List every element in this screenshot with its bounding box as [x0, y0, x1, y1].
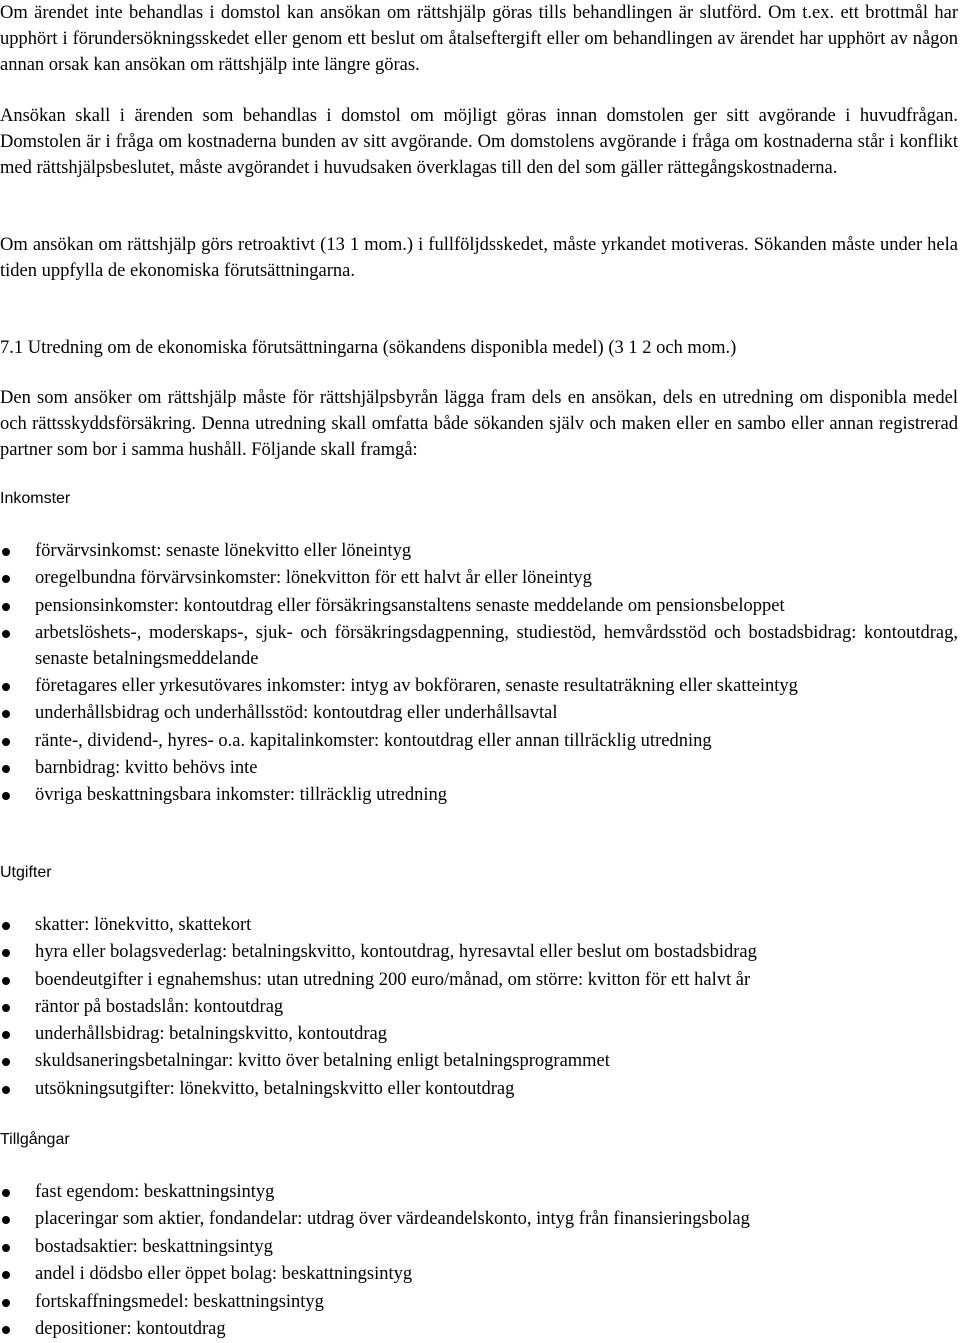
list-item [0, 912, 958, 938]
bullet-icon [2, 1326, 10, 1334]
bullet-icon [2, 1031, 10, 1039]
list-item [0, 1234, 958, 1260]
list-item [0, 1316, 958, 1342]
bullet-icon [2, 792, 10, 800]
list-item [0, 673, 958, 699]
list-item-text: ränte-, dividend-, hyres- o.a. kapitalinkomster: kontoutdrag eller annan tillräcklig utredning [35, 730, 712, 751]
bullet-icon [2, 683, 10, 691]
list-item-text: utsökningsutgifter: lönekvitto, betalningskvitto eller kontoutdrag [35, 1078, 515, 1099]
list-item [0, 1206, 958, 1232]
bullet-icon [2, 922, 10, 930]
bullet-icon [2, 738, 10, 746]
paragraph-application-requirements: Den som ansöker om rättshjälp måste för rättshjälpsbyrån lägga fram dels en ansökan, dels en utredning om disponibla medel och rättsskyddsförsäkring. Denna utredning skall omfatta både sökanden själv och maken eller en sambo eller annan registrerad partner som bor i samma hushåll. Följande skall framgå: [0, 388, 958, 460]
bullet-icon [2, 548, 10, 556]
list-item-text: hyra eller bolagsvederlag: betalningskvitto, kontoutdrag, hyresavtal eller beslut om bostadsbidrag [35, 942, 757, 963]
list-item-text: andel i dödsbo eller öppet bolag: beskattningsintyg [35, 1264, 413, 1285]
list-item-text: arbetslöshets-, moderskaps-, sjuk- och försäkringsdagpenning, studiestöd, hemvårdsstöd och bostadsbidrag: kontoutdrag, senaste betalningsmeddelande [35, 622, 958, 669]
list-item [0, 700, 958, 726]
list-tillgangar [0, 1179, 958, 1343]
list-utgifter [0, 912, 958, 1103]
list-item-text: räntor på bostadslån: kontoutdrag [35, 996, 284, 1017]
list-item-text: företagares eller yrkesutövares inkomster: intyg av bokföraren, senaste resultaträkning eller skatteintyg [35, 676, 798, 697]
bullet-icon [2, 765, 10, 773]
list-item [0, 994, 958, 1020]
list-item-text: skuldsaneringsbetalningar: kvitto över betalning enligt betalningsprogrammet [35, 1051, 610, 1072]
bullet-icon [2, 1058, 10, 1066]
bullet-icon [2, 977, 10, 985]
list-item [0, 565, 958, 591]
list-item [0, 538, 958, 564]
list-item [0, 755, 958, 781]
list-item-text: barnbidrag: kvitto behövs inte [35, 758, 258, 779]
paragraph-retroactive: Om ansökan om rättshjälp görs retroaktivt (13 1 mom.) i fullföljdsskedet, måste yrkandet motiveras. Sökanden måste under hela tiden uppfylla de ekonomiska förutsättningarna. [0, 235, 958, 281]
bullet-icon [2, 1299, 10, 1307]
list-item [0, 728, 958, 754]
bullet-icon [2, 1244, 10, 1252]
list-item-text: förvärvsinkomst: senaste lönekvitto eller löneintyg [35, 541, 412, 561]
list-item [0, 1261, 958, 1287]
list-item-text: fast egendom: beskattningsintyg [35, 1182, 275, 1202]
bullet-icon [2, 1086, 10, 1094]
list-item-text: underhållsbidrag och underhållsstöd: kontoutdrag eller underhållsavtal [35, 703, 558, 724]
list-item [0, 1289, 958, 1315]
bullet-icon [2, 603, 10, 611]
list-item-text: boendeutgifter i egnahemshus: utan utredning 200 euro/månad, om större: kvitton för ett halvt år [35, 969, 751, 990]
paragraph-court-application: Ansökan skall i ärenden som behandlas i domstol om möjligt göras innan domstolen ger sitt avgörande i huvudfrågan. Domstolen är i fråga om kostnaderna bunden av sitt avgörande. Om domstolens avgörande i fråga om kostnaderna står i konflikt med rättshjälpsbeslutet, måste avgörandet i huvudsaken överklagas till den del som gäller rättegångskostnaderna. [0, 106, 958, 178]
list-item-text: skatter: lönekvitto, skattekort [35, 915, 252, 935]
bullet-icon [2, 1004, 10, 1012]
bullet-icon [2, 710, 10, 718]
bullet-icon [2, 1189, 10, 1197]
list-item [0, 1076, 958, 1102]
list-item-text: oregelbundna förvärvsinkomster: lönekvitton för ett halvt år eller löneintyg [35, 568, 592, 589]
list-item [0, 593, 958, 619]
heading-inkomster: Inkomster [0, 490, 71, 507]
bullet-icon [2, 575, 10, 583]
paragraph-processing: Om ärendet inte behandlas i domstol kan ansökan om rättshjälp göras tills behandlingen är slutförd. Om t.ex. ett brottmål har upphört i förundersökningsskedet eller genom ett beslut om åtalseftergift eller om behandlingen av ärendet har upphört av någon annan orsak kan ansökan om rättshjälp inte längre göras. [0, 3, 958, 75]
list-item [0, 620, 958, 672]
section-heading-7-1: 7.1 Utredning om de ekonomiska förutsättningarna (sökandens disponibla medel) (3 1 2 och mom.) [0, 338, 737, 358]
bullet-icon [2, 630, 10, 638]
list-item-text: depositioner: kontoutdrag [35, 1318, 226, 1339]
bullet-icon [2, 949, 10, 957]
list-item [0, 1021, 958, 1047]
list-item-text: bostadsaktier: beskattningsintyg [35, 1236, 273, 1257]
list-item-text: pensionsinkomster: kontoutdrag eller försäkringsanstaltens senaste meddelande om pensionsbeloppet [35, 595, 785, 616]
list-item-text: fortskaffningsmedel: beskattningsintyg [35, 1291, 324, 1312]
list-item [0, 782, 958, 808]
list-item [0, 967, 958, 993]
list-item [0, 1048, 958, 1074]
list-item-text: underhållsbidrag: betalningskvitto, kontoutdrag [35, 1024, 387, 1045]
list-item [0, 1179, 958, 1205]
bullet-icon [2, 1271, 10, 1279]
list-item [0, 939, 958, 965]
bullet-icon [2, 1216, 10, 1224]
list-inkomster [0, 538, 958, 810]
list-item-text: placeringar som aktier, fondandelar: utdrag över värdeandelskonto, intyg från finansieringsbolag [35, 1209, 750, 1230]
list-item-text: övriga beskattningsbara inkomster: tillräcklig utredning [35, 785, 448, 806]
heading-utgifter: Utgifter [0, 864, 52, 881]
heading-tillgangar: Tillgångar [0, 1131, 70, 1148]
